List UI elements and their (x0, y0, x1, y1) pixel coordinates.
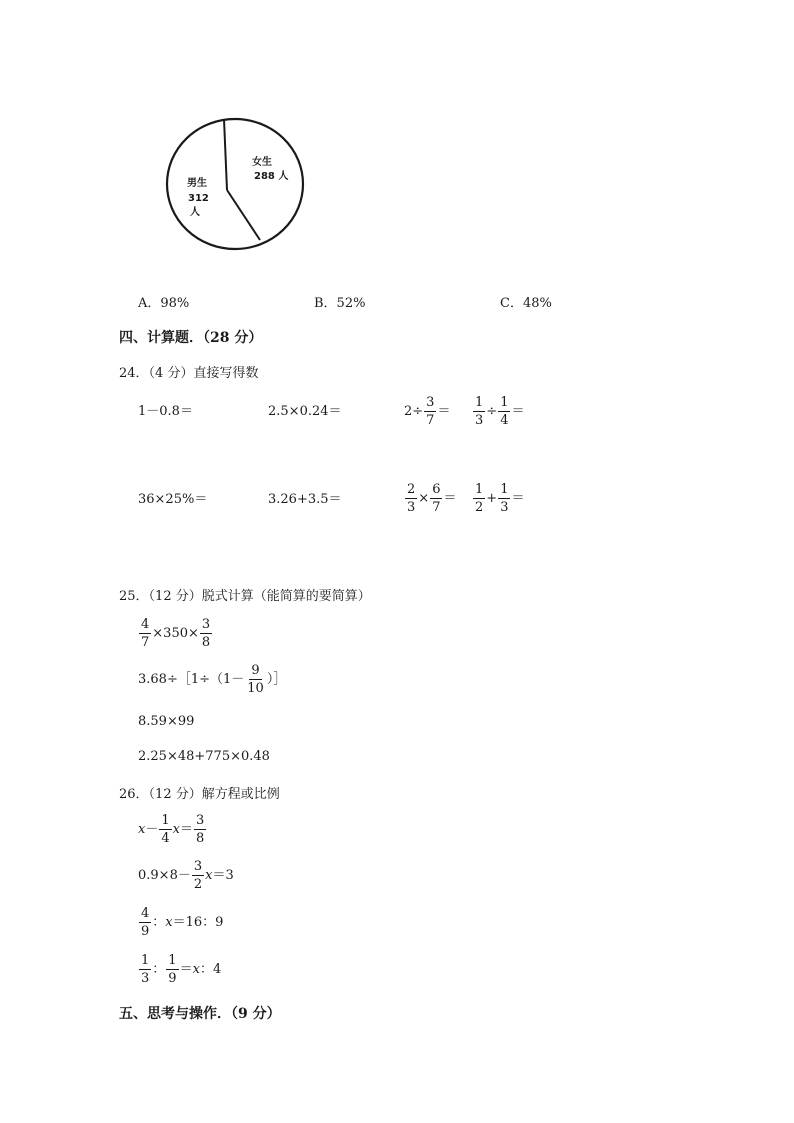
denominator: 7 (426, 413, 435, 428)
variable-x: x (192, 962, 200, 977)
denominator: 7 (432, 500, 441, 515)
pie-divider-top (224, 119, 227, 190)
variable-x: x (172, 822, 180, 837)
denominator: 3 (475, 413, 484, 428)
option-a: A．98% (138, 296, 190, 311)
q26-title: 26．（12 分）解方程或比例 (119, 787, 280, 802)
colon: ： (152, 962, 166, 977)
denominator: 2 (475, 500, 484, 515)
q25-expr-2-post: ）］ (266, 672, 287, 687)
denominator: 10 (247, 681, 264, 696)
numerator: 2 (407, 482, 416, 497)
minus: － (145, 822, 159, 837)
pie-male-label: 男生 (187, 178, 207, 189)
pie-female-count: 288 人 (254, 171, 289, 182)
fraction (192, 860, 204, 891)
fraction (166, 954, 178, 985)
fraction (498, 483, 510, 514)
q25-expr-2-pre: 3.68÷［1÷（1－ (138, 672, 245, 687)
denominator: 3 (407, 500, 416, 515)
variable-x: x (165, 915, 173, 930)
pie-female-label: 女生 (252, 157, 272, 168)
fraction (430, 483, 442, 514)
variable-x: x (138, 822, 146, 837)
q26-eq-1 (138, 814, 207, 845)
operator: × (418, 491, 430, 506)
q25-expr-1 (138, 618, 213, 649)
q24-r2c2: 3.26+3.5＝ (268, 492, 342, 507)
fraction (245, 664, 266, 695)
q24-r2c1: 36×25%＝ (138, 492, 208, 507)
q25-expr-3: 8.59×99 (138, 714, 195, 729)
fraction (194, 814, 206, 845)
section-4-heading: 四、计算题．（28 分） (119, 330, 263, 346)
pie-male-unit: 人 (190, 207, 200, 218)
q26-eq-3-post: ＝16：9 (172, 915, 224, 930)
fraction (473, 396, 485, 427)
q25-title: 25．（12 分）脱式计算（能简算的要简算） (119, 589, 371, 604)
numerator: 1 (475, 482, 484, 497)
q25-expr-4: 2.25×48+775×0.48 (138, 749, 270, 764)
fraction (139, 954, 151, 985)
numerator: 6 (432, 482, 441, 497)
q24-r2c3-post: ＝ (443, 491, 457, 506)
colon: ： (152, 915, 166, 930)
q24-r1c3 (404, 396, 450, 427)
q24-r1c4 (472, 396, 524, 427)
denominator: 9 (168, 971, 177, 986)
fraction (473, 483, 485, 514)
fraction (498, 396, 510, 427)
q25-expr-2 (138, 664, 286, 695)
numerator: 1 (475, 395, 484, 410)
numerator: 3 (196, 813, 205, 828)
q26-eq-2-post: ＝3 (212, 868, 234, 883)
numerator: 3 (201, 617, 211, 632)
numerator: 4 (141, 906, 150, 921)
denominator: 3 (500, 500, 509, 515)
q26-eq-2 (138, 860, 234, 891)
denominator: 8 (201, 635, 211, 650)
q26-eq-2-pre: 0.9×8－ (138, 868, 191, 883)
fraction (405, 483, 417, 514)
q24-r1c2: 2.5×0.24＝ (268, 404, 342, 419)
numerator: 3 (193, 859, 203, 874)
pie-male-count: 312 (188, 193, 209, 204)
q24-r2c4-post: ＝ (511, 491, 525, 506)
q24-r1c3-pre: 2÷ (404, 404, 424, 419)
q24-r1c1: 1－0.8＝ (138, 404, 193, 419)
pie-chart (160, 112, 310, 257)
fraction (424, 396, 436, 427)
equals: ＝ (179, 962, 193, 977)
q24-r2c4 (472, 483, 524, 514)
denominator: 2 (193, 877, 203, 892)
numerator: 9 (251, 663, 260, 678)
numerator: 3 (426, 395, 435, 410)
denominator: 4 (161, 831, 170, 846)
q26-eq-4-post: ：4 (199, 962, 222, 977)
denominator: 4 (500, 413, 509, 428)
numerator: 1 (500, 395, 509, 410)
q24-r2c3 (404, 483, 456, 514)
option-b: B．52% (314, 296, 366, 311)
q25-expr-1-mid: ×350× (152, 626, 199, 641)
q26-eq-3 (138, 907, 223, 938)
denominator: 9 (141, 924, 150, 939)
q24-title: 24．（4 分）直接写得数 (119, 366, 259, 381)
option-c: C．48% (500, 296, 552, 311)
operator: ÷ (486, 404, 498, 419)
fraction (200, 618, 212, 649)
denominator: 8 (196, 831, 205, 846)
equals: ＝ (179, 822, 193, 837)
section-5-heading: 五、思考与操作．（9 分） (119, 1006, 281, 1022)
denominator: 3 (141, 971, 150, 986)
denominator: 7 (141, 635, 150, 650)
numerator: 1 (161, 813, 170, 828)
fraction (139, 907, 151, 938)
operator: + (486, 491, 498, 506)
numerator: 1 (168, 953, 177, 968)
numerator: 1 (500, 482, 509, 497)
numerator: 1 (141, 953, 150, 968)
q26-eq-4 (138, 954, 221, 985)
variable-x: x (205, 868, 213, 883)
q24-r1c3-post: ＝ (437, 404, 451, 419)
pie-divider-bottom (227, 190, 260, 240)
fraction (159, 814, 171, 845)
numerator: 4 (141, 617, 150, 632)
q24-r1c4-post: ＝ (511, 404, 525, 419)
fraction (139, 618, 151, 649)
